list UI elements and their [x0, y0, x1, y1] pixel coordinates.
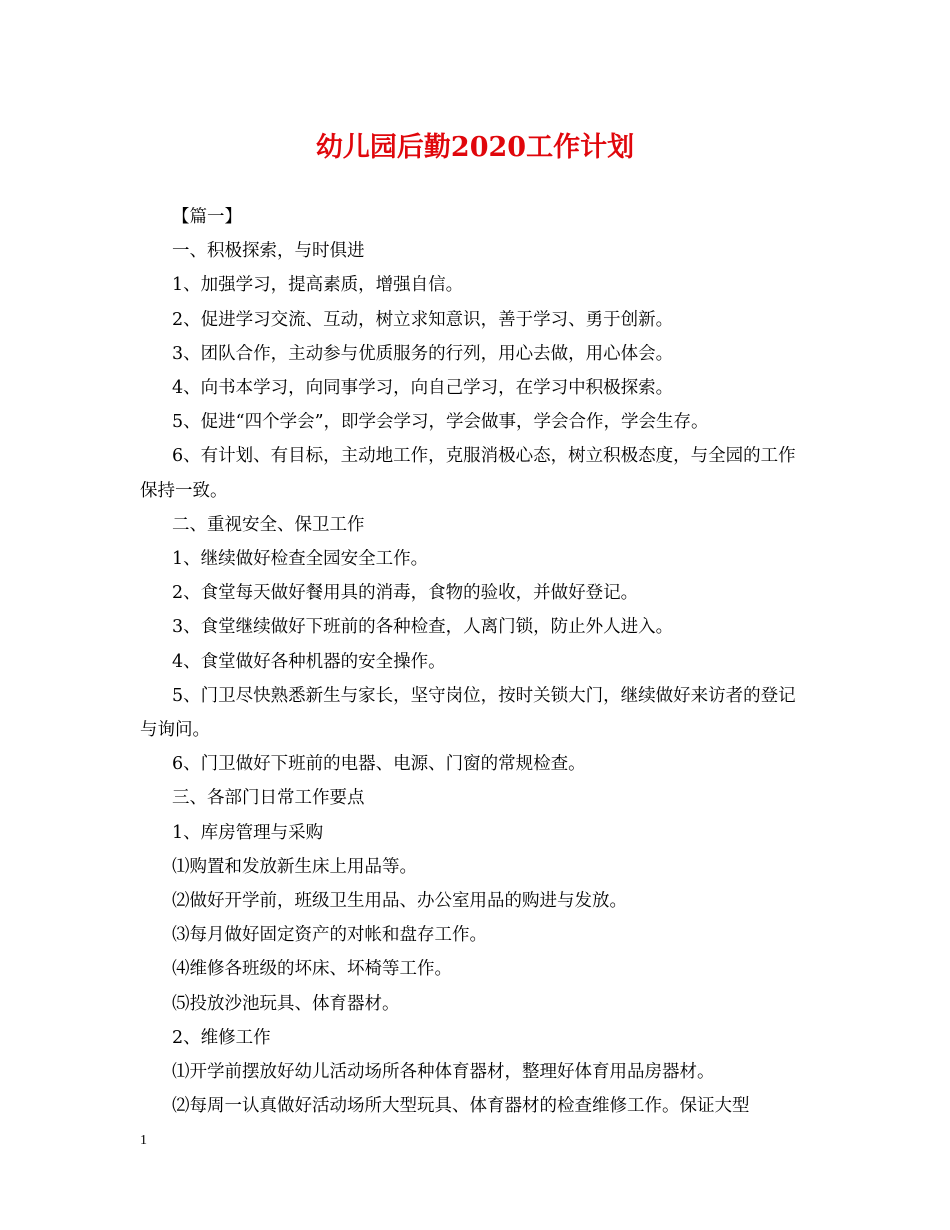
paragraph: ⑶每月做好固定资产的对帐和盘存工作。	[172, 925, 487, 946]
paragraph: 5、门卫尽快熟悉新生与家长，坚守岗位，按时关锁大门，继续做好来访者的登记与询问。	[140, 685, 796, 741]
paragraph: ⑵每周一认真做好活动场所大型玩具、体育器材的检查维修工作。保证大型	[172, 1096, 750, 1117]
document-body	[140, 200, 812, 1123]
paragraph: 6、有计划、有目标，主动地工作，克服消极心态，树立积极态度，与全园的工作保持一致。	[140, 446, 796, 501]
section-heading: 二、重视安全、保卫工作	[172, 514, 365, 535]
paragraph: 5、促进“四个学会”，即学会学习，学会做事，学会合作，学会生存。	[172, 412, 709, 433]
paragraph: 【篇一】	[172, 207, 242, 227]
section-heading: 一、积极探索，与时俱进	[172, 241, 365, 262]
paragraph: 2、促进学习交流、互动，树立求知意识，善于学习、勇于创新。	[172, 309, 674, 330]
paragraph: 2、维修工作	[172, 1027, 271, 1048]
paragraph: ⑴购置和发放新生床上用品等。	[172, 856, 417, 877]
paragraph: 6、门卫做好下班前的电器、电源、门窗的常规检查。	[172, 754, 586, 775]
paragraph: ⑴开学前摆放好幼儿活动场所各种体育器材，整理好体育用品房器材。	[172, 1062, 715, 1083]
section-heading: 三、各部门日常工作要点	[172, 788, 365, 809]
paragraph: 4、向书本学习，向同事学习，向自己学习，在学习中积极探索。	[172, 378, 674, 399]
paragraph: 1、加强学习，提高素质，增强自信。	[172, 275, 464, 296]
page-number: 1	[140, 1133, 147, 1148]
paragraph: ⑸投放沙池玩具、体育器材。	[172, 993, 400, 1014]
paragraph: 4、食堂做好各种机器的安全操作。	[172, 651, 446, 672]
paragraph: ⑷维修各班级的坏床、坏椅等工作。	[172, 959, 452, 980]
paragraph: ⑵做好开学前，班级卫生用品、办公室用品的购进与发放。	[172, 891, 627, 912]
paragraph: 2、食堂每天做好餐用具的消毒，食物的验收，并做好登记。	[172, 583, 639, 604]
paragraph: 3、团队合作，主动参与优质服务的行列，用心去做，用心体会。	[172, 343, 674, 364]
document-title: 幼儿园后勤2020工作计划	[315, 132, 635, 163]
paragraph: 3、食堂继续做好下班前的各种检查，人离门锁，防止外人进入。	[172, 617, 674, 638]
paragraph: 1、继续做好检查全园安全工作。	[172, 549, 429, 570]
paragraph: 1、库房管理与采购	[172, 822, 324, 843]
